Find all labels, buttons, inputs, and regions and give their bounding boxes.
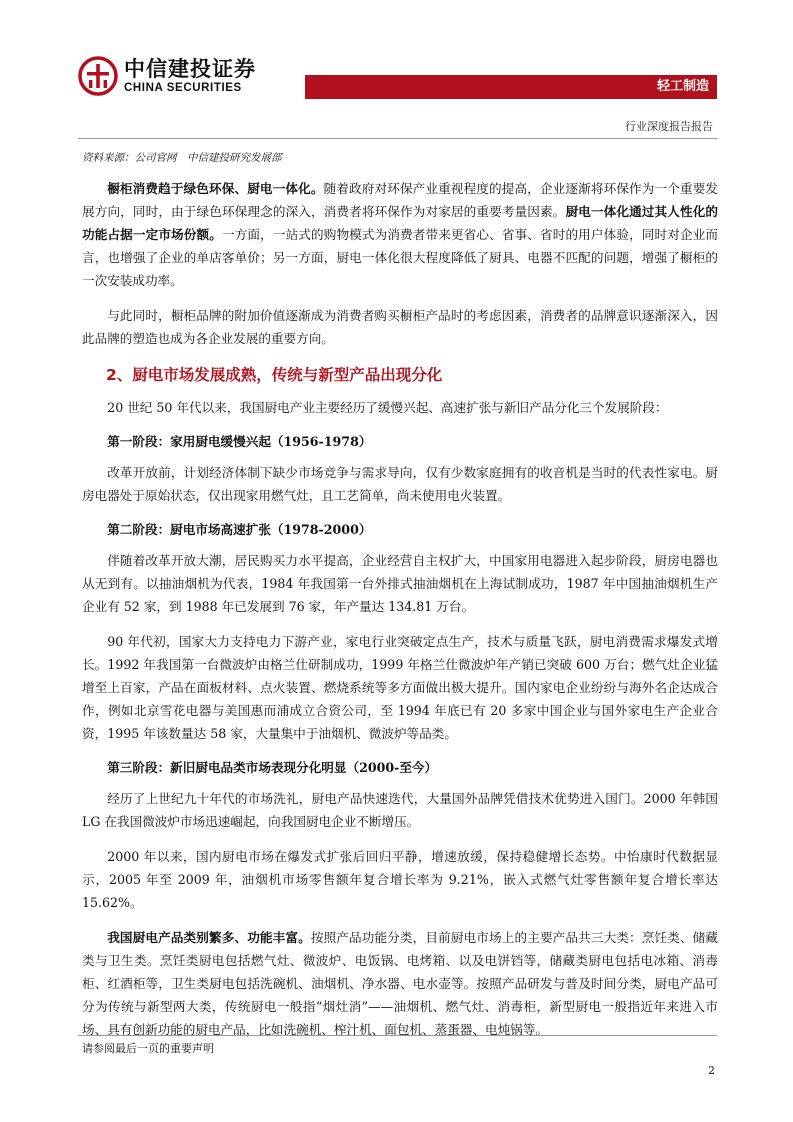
- section-heading-kitchen-appliances: 2、厨电市场发展成熟，传统与新型产品出现分化: [106, 366, 443, 384]
- paragraph-cabinet-trend: [82, 177, 718, 292]
- stage-2-heading: 第二阶段：厨电市场高速扩张（1978-2000）: [107, 522, 372, 537]
- main-content: [82, 150, 718, 1053]
- bold-lead-categories: 我国厨电产品类别繁多、功能丰富。: [107, 930, 311, 945]
- paragraph-stage-3a: 经历了上世纪九十年代的市场洗礼，厨电产品快速迭代，大量国外品牌凭借技术优势进入国门。2000 年韩国 LG 在我国微波炉市场迅速崛起，向我国厨电企业不断增压。: [82, 791, 718, 829]
- header-divider: [78, 138, 717, 139]
- logo-english-name: CHINA SECURITIES: [124, 82, 242, 94]
- bold-lead-eco: 橱柜消费趋于绿色环保、厨电一体化。: [107, 181, 324, 196]
- report-type-label: 行业深度报告报告: [625, 120, 713, 133]
- paragraph-stage-2b: 90 年代初，国家大力支持电力下游产业，家电行业突破定点生产，技术与质量飞跃，厨电消费需求爆发式增长。1992 年我国第一台微波炉由格兰仕研制成功，1999 年格兰仕微波炉年产销已突破 600 万台；燃气灶企业猛增至上百家，产品在面板材料、点火装置、燃烧系统等多方面做出极大提升。国内家电企业纷纷与海外名企达成合作，例如北京雪花电器与美国惠而浦成立合资公司，至 1994 年底已有 20 多家中国企业与国外家电生产企业合资，1995 年该数量达 58 家，大量集中于油烟机、微波炉等品类。: [82, 634, 718, 741]
- text-integration: 一方面，一站式的购物模式为消费者带来更省心、省事、省时的用户体验，同时对企业而言，也增强了企业的单店客单价；另一方面，厨电一体化很大程度降低了厨具、电器不匹配的问题，增强了橱柜的一次安装成功率。: [82, 227, 719, 288]
- paragraph-stage-2a: 伴随着改革开放大潮，居民购买力水平提高，企业经营自主权扩大，中国家用电器进入起步阶段，厨房电器也从无到有。以抽油烟机为代表，1984 年我国第一台外排式抽油烟机在上海试制成功，1987 年中国抽油烟机生产企业有 52 家，到 1988 年已发展到 76 家，年产量达 134.81 万台。: [82, 553, 718, 614]
- paragraph-stages-intro: 20 世纪 50 年代以来，我国厨电产业主要经历了缓慢兴起、高速扩张与新旧产品分化三个发展阶段：: [107, 400, 668, 415]
- paragraph-stage-1: 改革开放前，计划经济体制下缺少市场竞争与需求导向，仅有少数家庭拥有的收音机是当时的代表性家电。厨房电器处于原始状态，仅出现家用燃气灶，且工艺简单，尚未使用电火装置。: [82, 465, 718, 503]
- paragraph-brand-value: 与此同时，橱柜品牌的附加价值逐渐成为消费者购买橱柜产品时的考虑因素，消费者的品牌意识逐渐深入，因此品牌的塑造也成为各企业发展的重要方向。: [82, 308, 718, 346]
- footer-divider: [78, 1035, 717, 1036]
- logo-chinese-name: 中信建投证券: [124, 57, 256, 81]
- bold-lead-integration: 厨电一体化通过其人性化的功能占据一定市场份额。: [82, 204, 719, 242]
- text-eco: 随着政府对环保产业重视程度的提高，企业逐渐将环保作为一个重要发展方向，同时，由于绿色环保理念的深入，消费者将环保作为对家居的重要考量因素。: [82, 181, 719, 219]
- disclaimer-note: 请参阅最后一页的重要声明: [82, 1042, 214, 1055]
- stage-3-heading: 第三阶段：新旧厨电品类市场表现分化明显（2000-至今）: [107, 760, 438, 775]
- citic-logo-icon: [78, 56, 118, 96]
- text-categories: 按照产品功能分类，目前厨电市场上的主要产品共三大类：烹饪类、储藏类与卫生类。烹饪类厨电包括燃气灶、微波炉、电饭锅、电烤箱、以及电饼铛等，储藏类厨电包括电冰箱、消毒柜、红酒柜等，卫生类厨电包括洗碗机、油烟机、净水器、电水壶等。按照产品研发与普及时间分类，厨电产品可分为传统与新型两大类，传统厨电一般指“烟灶消”——油烟机、燃气灶、消毒柜，新型厨电一般指近年来进入市场、具有创新功能的厨电产品，比如洗碗机、榨汁机、面包机、蒸蛋器、电炖锅等。: [82, 930, 719, 1037]
- paragraph-stage-3b: 2000 年以来，国内厨电市场在爆发式扩张后回归平静，增速放缓，保持稳健增长态势。中怡康时代数据显示，2005 年至 2009 年，油烟机市场零售额年复合增长率为 9.21%，嵌入式燃气灶零售额年复合增长率达 15.62%。: [82, 849, 718, 910]
- sector-banner: 轻工制造: [305, 75, 717, 99]
- company-logo: [78, 56, 256, 96]
- page-header: [0, 0, 793, 140]
- page-number: 2: [708, 1064, 715, 1077]
- stage-1-heading: 第一阶段：家用厨电缓慢兴起（1956-1978）: [107, 434, 372, 449]
- figure-source-note: 资料来源：公司官网 中信建投研究发展部: [82, 152, 282, 164]
- paragraph-product-categories: [82, 926, 718, 1041]
